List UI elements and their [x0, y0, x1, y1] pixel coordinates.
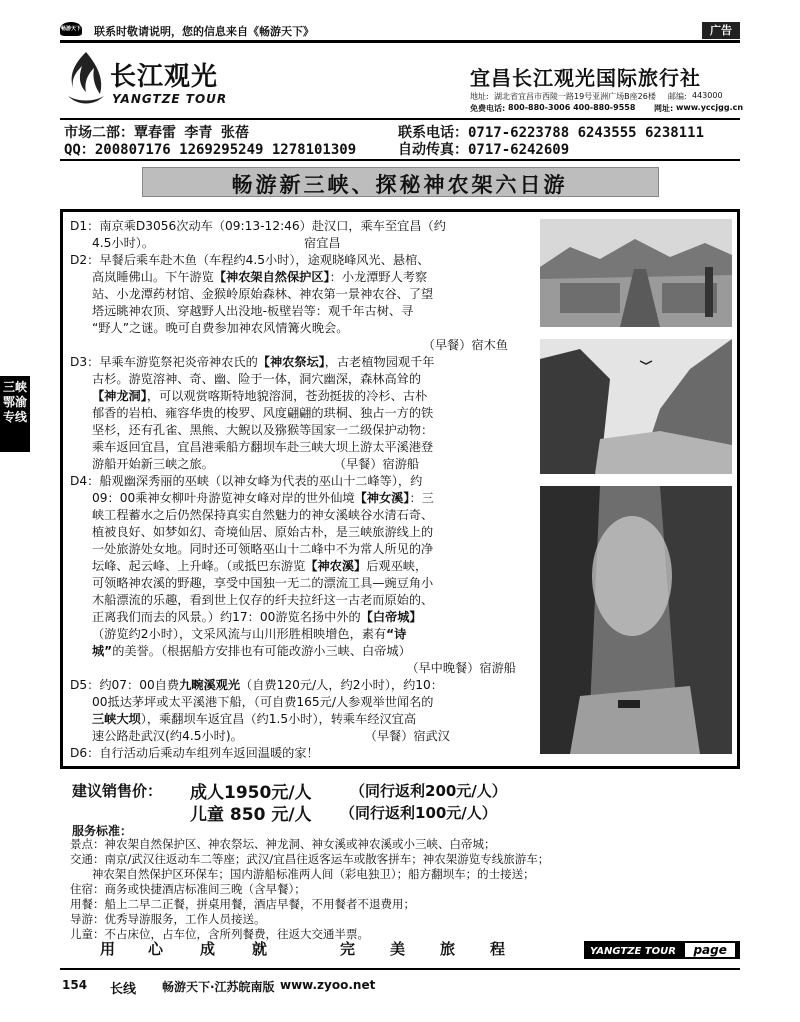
website-url: www.zyoo.net [280, 978, 376, 992]
itin-text: 高岚睡佛山。下午游览 [92, 270, 214, 284]
page-tag-text: YANGTZE TOUR [590, 946, 676, 957]
itin-highlight: 【白帝城】 [360, 610, 422, 624]
day-1 [70, 218, 532, 235]
itin-text: ：小龙潭野人考察 [329, 270, 428, 284]
service-line: 景点：神农架自然保护区、神农祭坛、神龙洞、神女溪或神农溪或小三峡、白帝城； [70, 837, 496, 851]
itin-line: 古杉。游览溶神、奇、幽、险于一体，洞穴幽深，森林高耸的 [92, 372, 422, 386]
page-tag [584, 941, 740, 959]
day-2 [70, 252, 532, 269]
site-label: 网址: [654, 104, 674, 113]
service-line: 导游：优秀导游服务，工作人员接送。 [70, 912, 266, 926]
side-tab-line: 三峡 [2, 380, 27, 394]
address: 湖北省宜昌市西陵一路19号亚洲广场B座26楼 [494, 92, 656, 101]
itin-meal: （早餐）宿游船 [339, 457, 420, 471]
itin-text: ），乘翻坝车返宜昌（约1.5小时），转乘车经汉宜高 [140, 712, 417, 726]
itin-line [70, 558, 532, 575]
itin-highlight: 【神女溪】 [354, 491, 410, 505]
contact-divider [60, 159, 740, 161]
itin-line [70, 235, 532, 252]
slogan-char: 旅 [440, 940, 459, 958]
tour-title: 畅游新三峡、探秘神农架六日游 [231, 172, 568, 197]
itin-stay: 宿宜昌 [304, 236, 341, 250]
day-5 [70, 677, 532, 694]
itin-text: 的美誉。（根据船方安排也有可能改游小三峡、白帝城） [112, 644, 411, 658]
day-3 [70, 354, 532, 371]
address-row [470, 91, 742, 103]
itin-text: D2：早餐后乘车赴木鱼（车程约4.5小时），途观晓峰风光、悬棺、 [70, 253, 430, 267]
bottom-divider [60, 968, 740, 970]
side-tab [0, 376, 30, 452]
site: www.yccjgg.cn [676, 103, 744, 112]
section-name: 长线 [110, 982, 137, 997]
itin-text: ，古老植物园观千年 [324, 355, 435, 369]
market-staff: 市场二部：覃春雷 李青 张蓓 [64, 125, 249, 141]
source-note: 联系时敬请说明，您的信息来自《畅游天下》 [94, 25, 314, 38]
slogan-char: 成 [200, 940, 219, 958]
address-label: 地址: [470, 92, 489, 101]
brand-name-cn: 长江观光 [110, 62, 219, 92]
day-6: D6：自行活动后乘动车组列车返回温暖的家！ [70, 746, 319, 760]
slogan-char: 美 [390, 940, 409, 958]
service-line: 神农架自然保护区环保车；国内游船标准两人间（彩电独卫）；船方翻坝车；的士接送； [70, 867, 535, 881]
brand-name-en: YANGTZE TOUR [112, 92, 228, 106]
itin-text: 速公路赴武汉(约4.5小时)。 [92, 729, 243, 743]
service-title: 服务标准： [72, 824, 133, 838]
itin-text: D1：南京乘D3056次动车（09:13-12:46）赴汉口，乘车至宜昌（约 [70, 219, 446, 233]
itin-meal: （早餐）宿武汉 [370, 729, 450, 743]
page-word: page [685, 943, 734, 957]
slogan-char: 用 [100, 940, 119, 958]
itin-text: 坛峰、起云峰、上升峰。（或抵巴东游览 [92, 559, 306, 573]
itin-highlight: 【神农祭坛】 [257, 355, 325, 369]
itin-highlight: 【神农架自然保护区】 [213, 270, 330, 284]
itin-line [70, 490, 532, 507]
itin-highlight: “诗 [386, 627, 407, 641]
itin-line: 郁香的岩柏、雍容华贵的梭罗、风度翩翩的珙桐、独占一方的铁 [92, 406, 434, 420]
adult-price: 成人1950元/人 [190, 783, 312, 803]
itin-highlight: 九畹溪观光 [179, 678, 241, 692]
zip: 443000 [692, 91, 723, 100]
service-line: 住宿：商务或快捷酒店标准间三晚（含早餐）； [70, 882, 306, 896]
contact-phone: 联系电话：0717-6223788 6243555 6238111 [398, 125, 705, 141]
header-divider [60, 118, 740, 120]
itin-line: 坚杉，还有孔雀、黑熊、大鲵以及猕猴等国家一二级保护动物： [92, 423, 434, 437]
top-note-bar [60, 22, 740, 40]
itin-line [70, 728, 532, 745]
itin-line: 可领略神农溪的野趣，享受中国独一无二的漂流工具—豌豆角小 [92, 576, 434, 590]
service-line: 交通：南京/武汉往返动车二等座；武汉/宜昌往返客运车或散客拼车；神农架游览专线旅游车； [70, 852, 550, 866]
itin-meal: （早餐）宿木鱼 [422, 338, 508, 352]
slogan-char: 就 [252, 940, 271, 958]
itin-line [70, 626, 532, 643]
itin-line [70, 609, 532, 626]
itin-line: “野人”之谜。晚可自费参加神农风情篝火晚会。 [92, 321, 349, 335]
itin-text: （自费120元/人，约2小时），约10： [240, 678, 443, 692]
ad-label: 广告 [702, 22, 740, 39]
itin-highlight: 【神农溪】 [305, 559, 367, 573]
zip-label: 邮编: [668, 92, 687, 101]
itin-line: 植被良好、如梦如幻、奇境仙居、原始古朴，是三峡旅游线上的 [92, 525, 434, 539]
publication: 畅游天下·江苏皖南版 [162, 980, 275, 994]
slogan [100, 938, 530, 958]
day-4 [70, 473, 532, 490]
itin-highlight: 三峡大坝 [92, 712, 141, 726]
itin-meal: （早中晚餐）宿游船 [406, 661, 516, 675]
itin-text: ：三 [409, 491, 434, 505]
service-line: 儿童：不占床位，占车位，含所列餐费，往返大交通半票。 [70, 927, 369, 941]
itin-line: 木船漂流的乐趣，看到世上仅存的纤夫拉纤这一古老而原始的、 [92, 593, 434, 607]
free-phone-label: 免费电话: [470, 104, 506, 113]
itin-text: （游览约2小时），文采风流与山川形胜相映增色，素有 [92, 627, 387, 641]
itin-line: 站、小龙潭药材馆、金猴岭原始森林、神农第一景神农谷、了望 [92, 287, 434, 301]
side-tab-line: 鄂渝 [2, 395, 27, 409]
adult-rebate: （同行返利200元/人） [350, 782, 507, 800]
gorge-river-photo [540, 339, 732, 474]
itin-highlight: 城” [92, 644, 113, 658]
itin-line [70, 643, 532, 660]
mini-logo: 畅游天下 [60, 22, 82, 36]
itin-line: 峡工程蓄水之后仍然保持真实自然魅力的神女溪峡谷水清石奇、 [92, 508, 434, 522]
itin-text: 后观巫峡， [366, 559, 428, 573]
itin-text: ，可以观赏喀斯特地貌溶洞，苍劲挺拔的冷杉、古朴 [146, 389, 428, 403]
itin-text: 09：00乘神女柳叶舟游览神女峰对岸的世外仙境 [92, 491, 355, 505]
itin-text: D5：约07：00自费 [70, 678, 180, 692]
auto-fax: 自动传真：0717-6242609 [398, 142, 570, 158]
itin-text: 游船开始新三峡之旅。 [92, 457, 214, 471]
itin-line: 乘车返回宜昌，宜昌港乘船方翻坝车赴三峡大坝上游太平溪港登 [92, 440, 434, 454]
itinerary-text [70, 218, 532, 762]
slogan-char: 完 [340, 940, 359, 958]
phone-row [470, 103, 742, 115]
slogan-char: 心 [148, 940, 167, 958]
itin-line [70, 269, 532, 286]
side-tab-line: 专线 [2, 410, 27, 424]
top-divider [60, 40, 740, 43]
qq-numbers: QQ：200807176 1269295249 1278101309 [64, 142, 357, 158]
itin-line: 塔远眺神农顶、穿越野人出没地-板壁岩等：观千年古树、寻 [92, 304, 414, 318]
itin-line: 00抵达茅坪或太平溪港下船，（可自费165元/人参观举世闻名的 [92, 695, 434, 709]
itin-text: 正离我们而去的风景。）约17：00游览名扬中外的 [92, 610, 361, 624]
shennv-stream-photo [540, 486, 732, 754]
itin-line [70, 711, 532, 728]
child-price: 儿童 850 元/人 [190, 805, 312, 825]
child-rebate: （同行返利100元/人） [340, 804, 497, 822]
company-name: 宜昌长江观光国际旅行社 [470, 66, 701, 90]
itin-line: 一处旅游处女地。同时还可领略巫山十二峰中不为常人所见的净 [92, 542, 434, 556]
price-label: 建议销售价： [72, 782, 163, 800]
slogan-char: 程 [490, 940, 509, 958]
itin-line [70, 388, 532, 405]
itin-text: D3：早乘车游览祭祀炎帝神农氏的 [70, 355, 258, 369]
itin-line [70, 456, 532, 473]
service-line: 用餐：船上二早二正餐，拼桌用餐，酒店早餐，不用餐者不退费用； [70, 897, 415, 911]
flame-logo-icon [64, 50, 106, 108]
page-number: 154 [62, 978, 88, 992]
shennong-altar-photo [540, 219, 732, 327]
itin-text: D4：船观幽深秀丽的巫峡（以神女峰为代表的巫山十二峰等），约 [70, 474, 423, 488]
itin-highlight: 【神龙洞】 [92, 389, 147, 403]
itin-text: 4.5小时）。 [92, 236, 155, 250]
free-phone: 800-880-3006 400-880-9558 [508, 103, 636, 112]
